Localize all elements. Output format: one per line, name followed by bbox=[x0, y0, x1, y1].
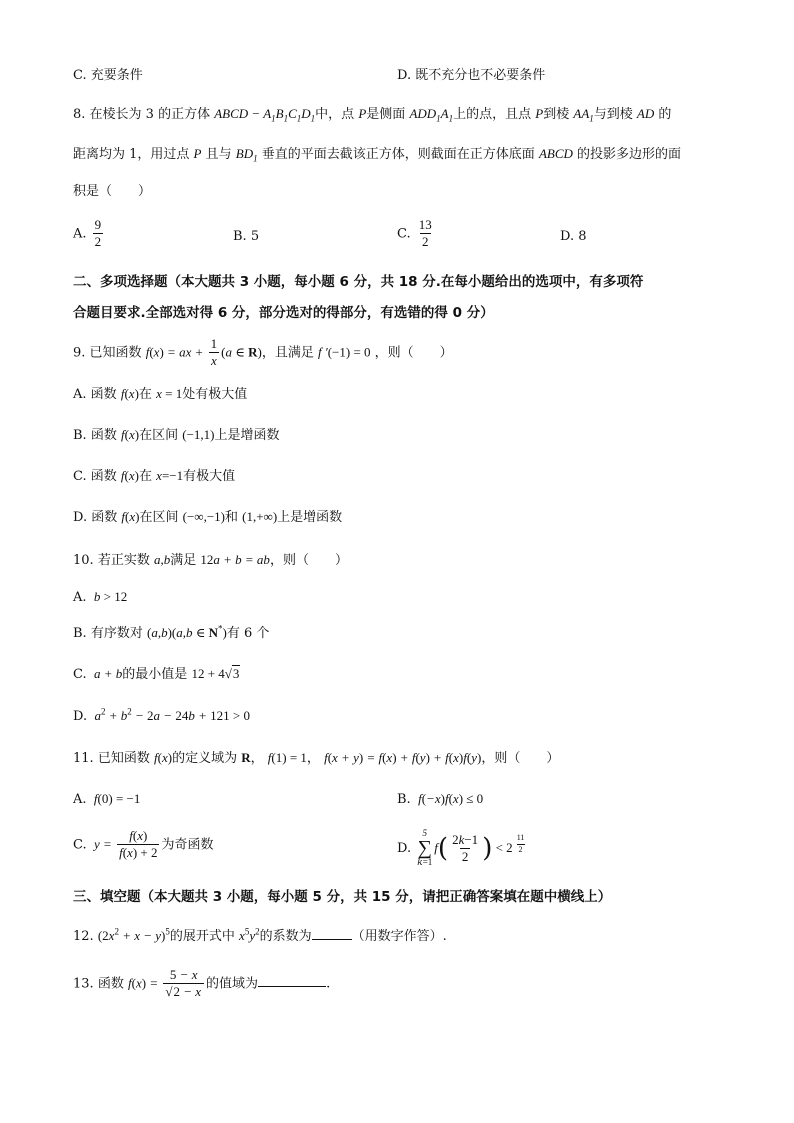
option-label: D. bbox=[73, 510, 88, 525]
math-expr: a + b bbox=[90, 666, 123, 681]
math-face: $ADD_1A_1$ bbox=[409, 106, 454, 124]
question-9 bbox=[73, 337, 453, 369]
summation-symbol: 5 ∑ k=1 bbox=[417, 828, 433, 868]
question-10 bbox=[73, 553, 348, 567]
math-p: P bbox=[358, 106, 367, 121]
math-function-def: f(x) = ax + bbox=[145, 344, 207, 360]
math-domain: (a ∈ R) bbox=[221, 344, 262, 360]
math-term: $x^5y^2$ bbox=[239, 926, 260, 943]
math-function-def: f(x) = bbox=[127, 975, 162, 991]
math-condition: f(1) = 1 bbox=[267, 750, 307, 765]
q8-text: 与到棱 bbox=[593, 107, 633, 122]
math-edge: $AA_1$ bbox=[573, 106, 594, 124]
math-expr: y = bbox=[90, 836, 116, 852]
option-label: B. bbox=[397, 792, 411, 807]
fraction-numerator: 1 bbox=[210, 336, 218, 351]
fraction-denominator: 2 bbox=[94, 234, 102, 250]
q9-option-a bbox=[73, 387, 247, 401]
q10-option-c bbox=[73, 667, 240, 681]
q11-option-d: D. 5 ∑ k=1 f( $\frac{2k-1}{2}$ ) < 2 $^{\frac{11}{2}}$ bbox=[397, 829, 528, 868]
q13-text: . bbox=[326, 976, 331, 992]
q11-text: 的定义域为 bbox=[172, 751, 238, 766]
option-text: 函数 bbox=[90, 387, 117, 402]
q13-text: 的值域为 bbox=[206, 976, 259, 992]
option-text: 在区间 bbox=[139, 428, 179, 443]
q10-option-a bbox=[73, 590, 127, 604]
option-text: 函数 bbox=[90, 469, 117, 484]
math-real-set: R bbox=[241, 750, 251, 765]
option-text: 有 6 个 bbox=[226, 626, 270, 641]
math-expr: x = 1 bbox=[156, 386, 183, 401]
math-expr: 12 + 4√3 bbox=[191, 666, 240, 681]
q10-option-d bbox=[73, 706, 250, 724]
option-label: C. bbox=[397, 226, 411, 242]
question-8-line3: 积是（ ） bbox=[73, 184, 152, 199]
math-interval: (−∞,−1) bbox=[182, 509, 225, 524]
option-text: 有序数对 bbox=[90, 626, 143, 641]
fraction-denominator: 2 bbox=[422, 234, 429, 250]
q8-text: 垂直的平面去截该正方体，则截面在正方体底面 bbox=[261, 147, 535, 162]
q11-text: 已知函数 bbox=[97, 751, 150, 766]
option-text: 上是增函数 bbox=[214, 428, 280, 443]
math-vars: a,b bbox=[153, 552, 171, 567]
option-text: 上是增函数 bbox=[277, 510, 343, 525]
q8-option-b: B. 5 bbox=[233, 229, 260, 244]
q8-option-c bbox=[397, 218, 436, 250]
math-fx: f(x) bbox=[153, 750, 173, 765]
math-diagonal: $BD_1$ bbox=[235, 146, 258, 164]
fraction-numerator: 9 bbox=[94, 217, 102, 232]
fraction-denominator: x bbox=[210, 353, 217, 369]
math-condition: f ′(−1) = 0 bbox=[317, 344, 371, 360]
q9-text: 已知函数 bbox=[89, 345, 142, 361]
option-text: 处有极大值 bbox=[182, 387, 248, 402]
math-expr: f(0) = −1 bbox=[90, 791, 141, 806]
option-label: D. bbox=[73, 709, 88, 724]
question-11: 11. 已知函数 f(x)的定义域为 R， f(1) = 1， f(x + y) = f(x) + f(y) + f(x)f(y)，则（ ） bbox=[73, 750, 560, 766]
fraction-denominator: 2 bbox=[461, 849, 469, 864]
math-expr: $a^2 + b^2 - 2a - 24b + 121 > 0$ bbox=[91, 706, 250, 723]
option-label: C. bbox=[73, 667, 87, 682]
math-expr: f(−x)f(x) ≤ 0 bbox=[414, 791, 484, 806]
math-interval: (1,+∞) bbox=[242, 509, 278, 524]
q9-option-b bbox=[73, 428, 280, 442]
question-8-line2 bbox=[73, 146, 682, 164]
math-binomial: $(2x^2 + x - y)^5$ bbox=[97, 926, 170, 943]
math-expr: b > 12 bbox=[90, 589, 128, 604]
fraction-denominator: √2 − x bbox=[163, 983, 204, 999]
option-text: 有极大值 bbox=[183, 469, 236, 484]
q12-text: 的系数为 bbox=[259, 929, 312, 944]
q8-option-d: D. 8 bbox=[560, 229, 587, 244]
q11-text: ，则（ ） bbox=[481, 751, 560, 766]
option-label: A. bbox=[73, 590, 87, 605]
math-fx: f(x) bbox=[120, 427, 140, 442]
q9-option-d bbox=[73, 510, 342, 524]
q10-option-b bbox=[73, 623, 270, 641]
q8-text: 且与 bbox=[205, 147, 232, 162]
question-8-line1 bbox=[73, 106, 672, 124]
option-label: C. bbox=[73, 469, 87, 484]
q10-text: 满足 bbox=[170, 553, 197, 568]
math-edge: AD bbox=[636, 106, 655, 121]
option-label: B. bbox=[73, 626, 87, 641]
q9-option-c bbox=[73, 469, 235, 483]
q8-option-a bbox=[73, 218, 105, 250]
fraction-numerator: 5 − x bbox=[169, 967, 198, 982]
q8-text: 的 bbox=[658, 107, 672, 122]
option-label: C. bbox=[73, 837, 87, 853]
q12-number: 12. bbox=[73, 929, 94, 944]
answer-blank[interactable] bbox=[312, 927, 352, 940]
q11-option-a bbox=[73, 792, 140, 806]
q11-number: 11. bbox=[73, 751, 94, 766]
q7-option-d: D. 既不充分也不必要条件 bbox=[397, 68, 546, 83]
fraction-numerator: 13 bbox=[418, 217, 432, 232]
math-interval: (−1,1) bbox=[182, 427, 215, 442]
math-functional-equation: f(x + y) = f(x) + f(y) + f(x)f(y) bbox=[324, 750, 482, 765]
section-3-heading: 三、填空题（本大题共 3 小题，每小题 5 分，共 15 分，请把正确答案填在题中横线上） bbox=[73, 889, 612, 905]
math-p: P bbox=[535, 106, 544, 121]
section-2-heading-line1: 二、多项选择题（本大题共 3 小题，每小题 6 分，共 18 分.在每小题给出的选项中，有多项符 bbox=[73, 274, 644, 290]
q7-option-c: C. 充要条件 bbox=[73, 68, 143, 83]
option-text: 和 bbox=[224, 510, 238, 525]
option-text: 在 bbox=[139, 469, 153, 484]
option-text: 的最小值是 bbox=[122, 667, 188, 682]
q8-text: 中，点 bbox=[315, 107, 355, 122]
q10-number: 10. bbox=[73, 553, 94, 568]
math-p: P bbox=[193, 146, 202, 161]
fraction-numerator: f(x) bbox=[129, 828, 148, 843]
option-text: 在 bbox=[138, 387, 152, 402]
option-text: 函数 bbox=[90, 428, 117, 443]
fraction-numerator: 2k−1 bbox=[452, 831, 479, 847]
q8-text: 是侧面 bbox=[366, 107, 406, 122]
option-label: D. bbox=[397, 841, 412, 856]
q8-text: 距离均为 1，用过点 bbox=[73, 147, 190, 162]
q8-text: 到棱 bbox=[543, 107, 570, 122]
q8-text: 的投影多边形的面 bbox=[577, 147, 682, 162]
math-base: ABCD bbox=[538, 146, 573, 161]
q8-text: 上的点，且点 bbox=[453, 107, 532, 122]
option-label: B. bbox=[73, 428, 87, 443]
fraction-denominator: f(x) + 2 bbox=[119, 845, 158, 861]
q10-text: ，则（ ） bbox=[269, 553, 348, 568]
q8-text: 在棱长为 3 的正方体 bbox=[89, 107, 211, 122]
q8-number: 8. bbox=[73, 107, 86, 122]
math-equation: 12a + b = ab bbox=[200, 552, 270, 567]
option-text: 为奇函数 bbox=[161, 837, 214, 853]
option-text: 在区间 bbox=[139, 510, 179, 525]
q9-text: ，且满足 bbox=[261, 345, 314, 361]
q12-text: （用数字作答）. bbox=[351, 929, 447, 944]
option-label: A. bbox=[73, 792, 87, 807]
option-label: A. bbox=[73, 387, 87, 402]
q10-text: 若正实数 bbox=[97, 553, 150, 568]
q11-option-b bbox=[397, 792, 483, 806]
math-expr: (a,b)(a,b ∈ N*) bbox=[146, 623, 227, 640]
math-fx: f(x) bbox=[120, 468, 140, 483]
cube-name: ABCD − $A_1B_1C_1D_1$ bbox=[214, 106, 316, 124]
option-text: 函数 bbox=[91, 510, 118, 525]
q9-text: ，则（ ） bbox=[374, 345, 453, 361]
option-label: A. bbox=[73, 226, 87, 242]
answer-blank[interactable] bbox=[258, 974, 326, 987]
q11-option-c bbox=[73, 829, 214, 861]
q13-number: 13. bbox=[73, 976, 94, 992]
math-expr: < 2 $^{\frac{11}{2}}$ bbox=[492, 833, 525, 855]
q12-text: 的展开式中 bbox=[169, 929, 235, 944]
q13-text: 函数 bbox=[97, 976, 124, 992]
math-fx: f(x) bbox=[121, 509, 140, 524]
math-fx: f(x) bbox=[120, 386, 139, 401]
q9-number: 9. bbox=[73, 345, 86, 361]
question-12 bbox=[73, 927, 447, 943]
math-expr: x=−1 bbox=[156, 468, 184, 483]
question-13 bbox=[73, 968, 330, 1000]
section-2-heading-line2: 合题目要求.全部选对得 6 分，部分选对的得部分，有选错的得 0 分） bbox=[73, 305, 494, 321]
